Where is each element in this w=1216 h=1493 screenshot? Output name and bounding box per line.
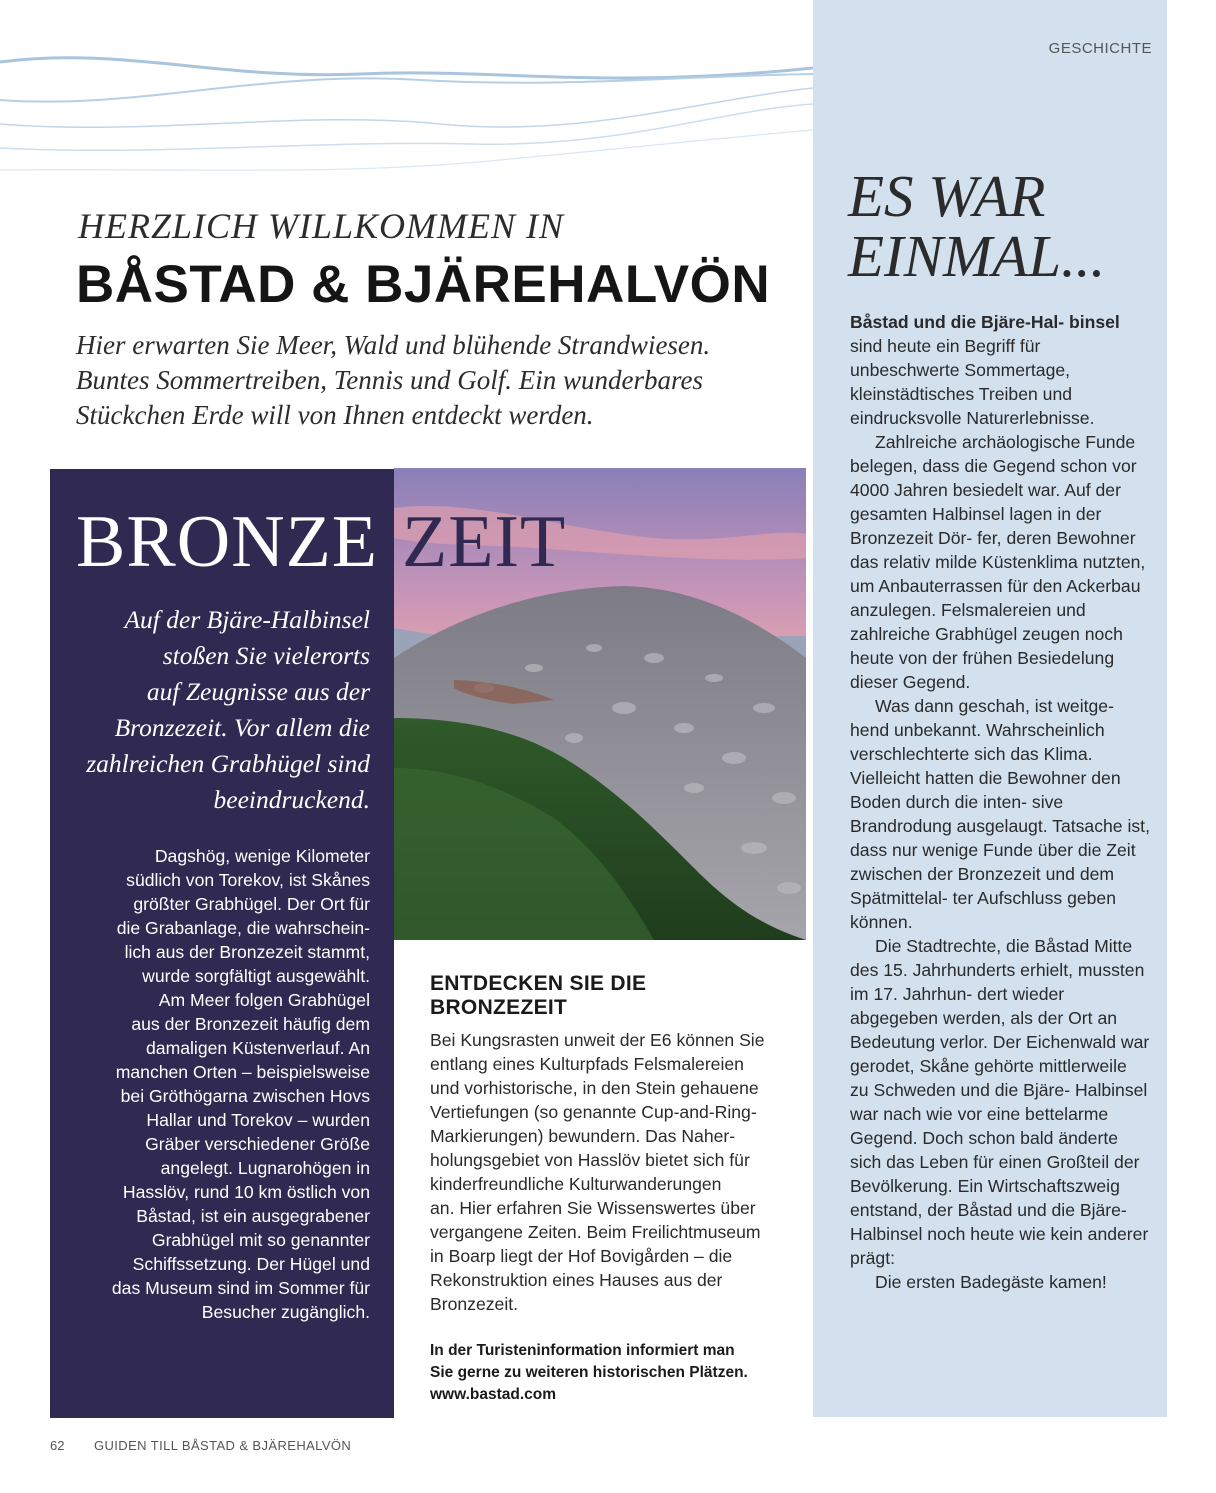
zeit-heading-word: ZEIT bbox=[402, 501, 567, 583]
history-lead-rest: sind heute ein Begriff für unbeschwerte Sommertage, kleinstädtisches Treiben und eindrucksvolle Naturerlebnisse. bbox=[850, 336, 1095, 428]
history-paragraph: Die Stadtrechte, die Båstad Mitte des 15. Jahrhunderts erhielt, mussten im 17. Jahrhun- dert wieder abgegeben werden, als der Ort an Bedeutung verlor. Der Eichenwald war gerodet, Skåne gehörte mittlerweile zu Schweden und die Bjäre- Halbinsel war nach wie vor eine bettelarme Gegend. Doch schon bald änderte sich das Leben für einen Großteil der Bevölkerung. Ein Wirtschaftszweig entstand, der Båstad und die Bjäre- Halbinsel noch heute wie kein anderer prägt: bbox=[850, 936, 1150, 1268]
history-lead-bold: Båstad und die Bjäre-Hal- binsel bbox=[850, 312, 1120, 332]
tourist-info-note: In der Turisteninformation informiert man Sie gerne zu weiteren historischen Plätzen. www.bastad.com bbox=[430, 1340, 800, 1406]
bronze-age-quote: Auf der Bjäre-Halbinsel stoßen Sie vielerorts auf Zeugnisse aus der Bronzezeit. Vor allem die zahlreichen Grabhügel sind beeindruckend. bbox=[86, 605, 370, 814]
welcome-kicker: HERZLICH WILLKOMMEN IN bbox=[78, 206, 565, 246]
history-body bbox=[850, 310, 1150, 1294]
page-number: 62 bbox=[50, 1438, 65, 1453]
publication-title: GUIDEN TILL BÅSTAD & BJÄREHALVÖN bbox=[94, 1438, 352, 1453]
discover-body: Bei Kungsrasten unweit der E6 können Sie entlang eines Kulturpfads Felsmalereien und vorhistorische, in den Stein gehauene Vertiefungen (so genannte Cup-and-Ring- Markierungen) bewundern. Das Naher- holungsgebiet von Hasslöv bietet sich für kinderfreundliche Kulturwanderungen an. Hier erfahren Sie Wissenswertes über vergangene Zeiten. Beim Freilichtmuseum in Boarp liegt der Hof Bovigården – die Rekonstruktion eines Hauses aus der Bronzezeit. bbox=[430, 1030, 765, 1314]
bronze-age-body: Dagshög, wenige Kilometer südlich von Torekov, ist Skånes größter Grabhügel. Der Ort für die Grabanlage, die wahrschein- lich aus der Bronzezeit stammt, wurde sorgfältigt ausgewählt. Am Meer folgen Grabhügel aus der Bronzezeit häufig dem damaligen Küstenverlauf. An manchen Orten – beispielsweise bei Gröthögarna zwischen Hovs Hallar und Torekov – wurden Gräber verschiedener Größe angelegt. Lugnarohögen in Hasslöv, rund 10 km östlich von Båstad, ist ein ausgegrabener Grabhügel mit so genannter Schiffssetzung. Der Hügel und das Museum sind im Sommer für Besucher zugänglich. bbox=[111, 846, 370, 1322]
website-link[interactable]: www.bastad.com bbox=[430, 1386, 557, 1403]
section-label: GESCHICHTE bbox=[1048, 40, 1152, 57]
intro-text: Hier erwarten Sie Meer, Wald und blühende Strandwiesen. Buntes Sommertreiben, Tennis und Golf. Ein wunderbares Stückchen Erde will von Ihnen entdeckt werden. bbox=[76, 330, 711, 430]
discover-heading: ENTDECKEN SIE DIE BRONZEZEIT bbox=[430, 972, 647, 1019]
history-title: ES WAR EINMAL... bbox=[848, 163, 1106, 289]
history-lead bbox=[850, 310, 1150, 430]
history-paragraph: Was dann geschah, ist weitge- hend unbekannt. Wahrscheinlich verschlechterte sich das Klima. Vielleicht hatten die Bewohner den Boden durch die inten- sive Brandrodung ausgelaugt. Tatsache ist, dass nur wenige Funde über die Zeit zwischen der Bronzezeit und dem Spätmittelal- ter Aufschluss geben können. bbox=[850, 696, 1150, 932]
history-paragraph: Zahlreiche archäologische Funde belegen, dass die Gegend schon vor 4000 Jahren besiedelt war. Auf der gesamten Halbinsel lagen in der Bronzezeit Dör- fer, deren Bewohner das relativ milde Küstenklima nutzten, um Anbauterrassen für den Ackerbau anzulegen. Felsmalereien und zahlreiche Grabhügel zeugen noch heute von der frühen Besiedelung dieser Gegend. bbox=[850, 432, 1146, 692]
history-paragraph: Die ersten Badegäste kamen! bbox=[875, 1272, 1107, 1292]
bronze-heading-word: BRONZE bbox=[76, 501, 378, 583]
page-title: BÅSTAD & BJÄREHALVÖN bbox=[76, 255, 771, 314]
decorative-wave-lines bbox=[0, 40, 813, 190]
